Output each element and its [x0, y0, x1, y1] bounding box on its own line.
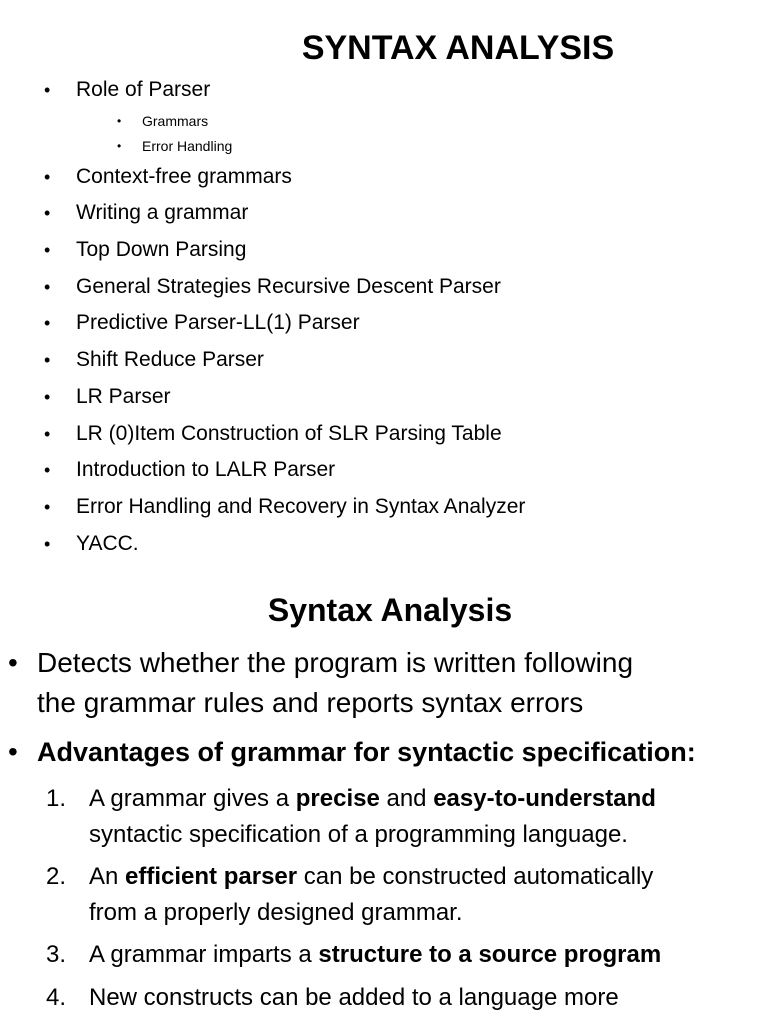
text-run: and [379, 785, 434, 812]
subtopic-label: Grammars [142, 112, 209, 129]
topic-label: Shift Reduce Parser [76, 348, 264, 372]
topic-item [0, 232, 525, 269]
item-text [89, 980, 758, 1016]
item-line-rich [89, 859, 758, 895]
item-number: 4. [46, 984, 67, 1011]
bullet-icon: • [117, 138, 122, 153]
bullet-icon: • [8, 647, 18, 678]
item-text [89, 937, 758, 973]
bullet-icon: • [44, 80, 51, 100]
bullet-icon: • [44, 203, 51, 224]
slide-title: Syntax Analysis [267, 592, 513, 628]
bullet-icon: • [44, 423, 51, 444]
item-line-rich [89, 937, 758, 973]
topic-label: Error Handling and Recovery in Syntax Analyzer [76, 494, 526, 518]
item-number: 1. [46, 785, 67, 812]
item-number: 2. [46, 863, 67, 890]
item-text [89, 781, 758, 853]
topic-label: General Strategies Recursive Descent Parser [76, 274, 501, 298]
topic-item [0, 526, 525, 563]
topic-label: Top Down Parsing [76, 238, 247, 262]
bullet-icon: • [44, 533, 51, 554]
topic-label: Writing a grammar [76, 201, 249, 225]
subtopic-item [0, 109, 525, 134]
bold-text-run: easy-to-understand [433, 785, 656, 812]
item-line-rich [89, 781, 758, 817]
slide-title: SYNTAX ANALYSIS [301, 29, 615, 67]
bold-text-run: structure to a source program [318, 941, 662, 968]
slide-syntax-analysis-detail [0, 575, 768, 1024]
topic-item [0, 342, 525, 379]
topic-item [0, 159, 525, 196]
item-line-rich [89, 980, 758, 1016]
topic-item [0, 72, 525, 109]
bullet-icon: • [44, 386, 51, 407]
topic-label: Role of Parser [76, 78, 211, 101]
text-run: New constructs can be added to a language more [89, 984, 619, 1011]
item-line: syntactic specification of a programming language. [89, 821, 628, 848]
bullet-icon: • [117, 113, 122, 128]
text-run: A grammar imparts a [89, 941, 319, 968]
bullet-icon: • [44, 460, 51, 481]
item-number: 3. [46, 941, 67, 968]
subtopic-item [0, 134, 525, 159]
bold-text-run: efficient parser [125, 863, 298, 890]
topic-label: LR (0)Item Construction of SLR Parsing Table [76, 421, 502, 445]
bullet-icon: • [44, 313, 51, 334]
text-run: A grammar gives a [89, 785, 296, 812]
topic-item [0, 195, 525, 232]
topic-item [0, 269, 525, 306]
topic-item [0, 379, 525, 416]
text-run: An [89, 863, 126, 890]
bullet-icon: • [44, 496, 51, 517]
subtopic-label: Error Handling [142, 137, 233, 154]
topic-item [0, 489, 525, 526]
bullet-detects [0, 643, 768, 723]
topic-item [0, 305, 525, 342]
topic-label: YACC. [76, 531, 139, 555]
topic-list [0, 72, 525, 562]
item-text [89, 859, 758, 931]
topic-item [0, 416, 525, 453]
topic-label: LR Parser [76, 384, 171, 408]
bullet-icon: • [44, 276, 51, 297]
item-line: from a properly designed grammar. [89, 899, 463, 926]
bullet-text: Advantages of grammar for syntactic specification: [37, 737, 696, 767]
bullet-text [37, 643, 762, 723]
bullet-icon: • [8, 736, 18, 767]
bold-text-run: precise [295, 785, 380, 812]
bullet-advantages [0, 732, 768, 772]
bullet-icon: • [44, 166, 51, 187]
topic-label: Predictive Parser-LL(1) Parser [76, 311, 360, 335]
topic-label: Context-free grammars [76, 164, 292, 188]
bullet-icon: • [44, 240, 51, 261]
bullet-icon: • [44, 350, 51, 371]
bullet-line: Detects whether the program is written following [37, 647, 634, 678]
topic-label: Introduction to LALR Parser [76, 458, 336, 482]
bullet-line: the grammar rules and reports syntax errors [37, 687, 584, 718]
topic-item [0, 452, 525, 489]
text-run: can be constructed automatically [297, 863, 654, 890]
